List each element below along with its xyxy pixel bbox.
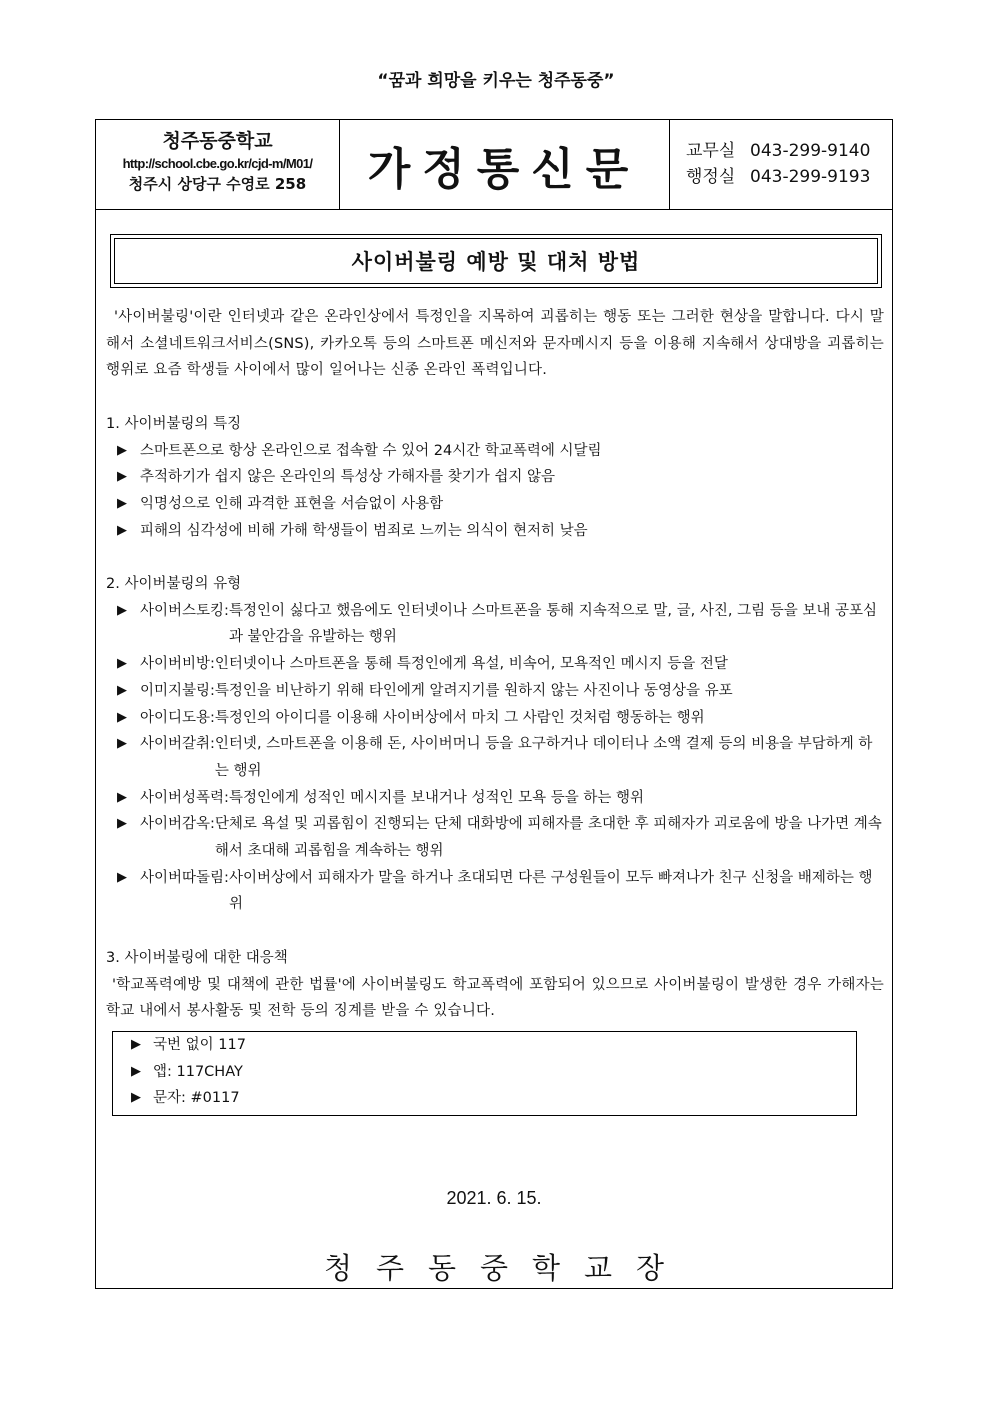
arrow-marker-icon: ▶ bbox=[131, 1090, 141, 1106]
arrow-marker-icon: ▶ bbox=[117, 682, 127, 698]
type-desc: 사이버상에서 피해자가 말을 하거나 초대되면 다른 구성원들이 모두 빠져나가 친구 신청을 배제하는 행위 bbox=[228, 869, 873, 913]
list-item bbox=[113, 1085, 856, 1112]
issue-date: 2021. 6. 15. bbox=[446, 1188, 542, 1208]
type-desc: 인터넷, 스마트폰을 이용해 돈, 사이버머니 등을 요구하거나 데이터나 소액 결제 등의 비용을 부담하게 하는 행위 bbox=[214, 736, 873, 779]
list-item bbox=[106, 438, 884, 465]
arrow-marker-icon: ▶ bbox=[117, 522, 127, 538]
school-name: 청주동중학교 bbox=[162, 130, 273, 152]
section2-list bbox=[106, 598, 884, 918]
doc-title: 사이버불링 예방 및 대처 방법 bbox=[114, 238, 878, 284]
list-item bbox=[113, 1032, 856, 1059]
doc-title-box bbox=[110, 234, 882, 288]
list-item bbox=[106, 491, 884, 518]
list-item bbox=[106, 678, 884, 705]
phone-number: 043-299-9140 bbox=[750, 141, 871, 161]
phone-number: 043-299-9193 bbox=[750, 167, 871, 187]
list-item bbox=[106, 731, 884, 784]
section3-paragraph: '학교폭력예방 및 대책에 관한 법률'에 사이버불링도 학교폭력에 포함되어 있으므로 사이버불링이 발생한 경우 가해자는 학교 내에서 봉사활동 및 전학 등의 징계를 받을 수 있습니다. bbox=[106, 976, 884, 1020]
contact-text: 앱: 117CHAY bbox=[153, 1063, 243, 1080]
type-term: 아이디도용: bbox=[140, 709, 215, 726]
section1-title: 1. 사이버불링의 특징 bbox=[106, 415, 242, 432]
report-contacts-box bbox=[112, 1031, 857, 1116]
list-item bbox=[106, 811, 884, 864]
type-term: 사이버성폭력: bbox=[140, 789, 229, 806]
arrow-marker-icon: ▶ bbox=[117, 869, 127, 885]
list-item bbox=[106, 785, 884, 812]
newsletter-title: 가정통신문 bbox=[339, 120, 670, 209]
newsletter-header bbox=[96, 120, 892, 210]
arrow-marker-icon: ▶ bbox=[131, 1063, 141, 1079]
type-desc: 특정인을 비난하기 위해 타인에게 알려지기를 원하지 않는 사진이나 동영상을 유포 bbox=[214, 682, 733, 699]
arrow-marker-icon: ▶ bbox=[117, 469, 127, 485]
type-term: 사이버감옥: bbox=[140, 816, 215, 833]
arrow-marker-icon: ▶ bbox=[131, 1036, 141, 1052]
list-item bbox=[106, 651, 884, 678]
type-term: 사이버스토킹: bbox=[140, 602, 229, 619]
item-text: 스마트폰으로 항상 온라인으로 접속할 수 있어 24시간 학교폭력에 시달림 bbox=[140, 442, 602, 459]
type-desc: 특정인에게 성적인 메시지를 보내거나 성적인 모욕 등을 하는 행위 bbox=[228, 789, 644, 806]
arrow-marker-icon: ▶ bbox=[117, 656, 127, 672]
type-term: 사이버따돌림: bbox=[140, 869, 229, 886]
item-text: 추적하기가 쉽지 않은 온라인의 특성상 가해자를 찾기가 쉽지 않음 bbox=[140, 469, 556, 486]
school-info bbox=[96, 120, 340, 209]
list-item bbox=[113, 1059, 856, 1086]
section1-list bbox=[106, 438, 884, 545]
contact-text: 국번 없이 117 bbox=[153, 1036, 246, 1053]
phone-row-admin bbox=[686, 164, 870, 190]
section2-title: 2. 사이버불링의 유형 bbox=[106, 576, 242, 592]
type-term: 이미지불링: bbox=[140, 682, 215, 699]
phone-label: 행정실 bbox=[686, 167, 736, 187]
arrow-marker-icon: ▶ bbox=[117, 789, 127, 805]
type-desc: 특정인이 싫다고 했음에도 인터넷이나 스마트폰을 통해 지속적으로 말, 글, 사진, 그림 등을 보내 공포심과 불안감을 유발하는 행위 bbox=[228, 602, 877, 646]
section3-title: 3. 사이버불링에 대한 대응책 bbox=[106, 949, 288, 966]
list-item bbox=[106, 598, 884, 651]
school-address: 청주시 상당구 수영로 258 bbox=[128, 175, 307, 193]
intro-paragraph: '사이버불링'이란 인터넷과 같은 온라인상에서 특정인을 지목하여 괴롭히는 행동 또는 그러한 현상을 말합니다. 다시 말해서 소셜네트워크서비스(SNS), 카카오톡 등의 스마트폰 메신저와 문자메시지 등을 이용해 지속해서 상대방을 괴롭히는 행위로 요즘 학생들 사이에서 많이 일어나는 신종 온라인 폭력입니다. bbox=[106, 309, 884, 379]
list-item bbox=[106, 705, 884, 732]
phone-row-office bbox=[686, 138, 870, 164]
list-item bbox=[106, 518, 884, 545]
list-item bbox=[106, 865, 884, 918]
newsletter-frame bbox=[95, 119, 893, 1289]
contact-text: 문자: #0117 bbox=[153, 1090, 240, 1107]
arrow-marker-icon: ▶ bbox=[117, 736, 127, 752]
school-url[interactable]: http://school.cbe.go.kr/cjd-m/M01/ bbox=[122, 156, 313, 171]
item-text: 피해의 심각성에 비해 가해 학생들이 범죄로 느끼는 의식이 현저히 낮음 bbox=[140, 522, 588, 539]
school-motto: “꿈과 희망을 키우는 청주동중” bbox=[377, 71, 615, 91]
contact-phones bbox=[686, 138, 870, 190]
list-item bbox=[106, 464, 884, 491]
arrow-marker-icon: ▶ bbox=[117, 816, 127, 832]
principal-signature: 청주동중학교장 bbox=[323, 1251, 689, 1285]
type-term: 사이버갈취: bbox=[140, 736, 215, 753]
type-desc: 인터넷이나 스마트폰을 통해 특정인에게 욕설, 비속어, 모욕적인 메시지 등을 전달 bbox=[214, 656, 728, 673]
content bbox=[106, 304, 884, 1116]
arrow-marker-icon: ▶ bbox=[117, 709, 127, 725]
arrow-marker-icon: ▶ bbox=[117, 495, 127, 511]
type-term: 사이버비방: bbox=[140, 656, 215, 673]
arrow-marker-icon: ▶ bbox=[117, 442, 127, 458]
type-desc: 특정인의 아이디를 이용해 사이버상에서 마치 그 사람인 것처럼 행동하는 행위 bbox=[214, 709, 705, 726]
item-text: 익명성으로 인해 과격한 표현을 서슴없이 사용함 bbox=[140, 495, 444, 512]
phone-label: 교무실 bbox=[686, 141, 736, 161]
arrow-marker-icon: ▶ bbox=[117, 602, 127, 618]
type-desc: 단체로 욕설 및 괴롭힘이 진행되는 단체 대화방에 피해자를 초대한 후 피해자가 괴로움에 방을 나가면 계속해서 초대해 괴롭힘을 계속하는 행위 bbox=[214, 816, 882, 860]
